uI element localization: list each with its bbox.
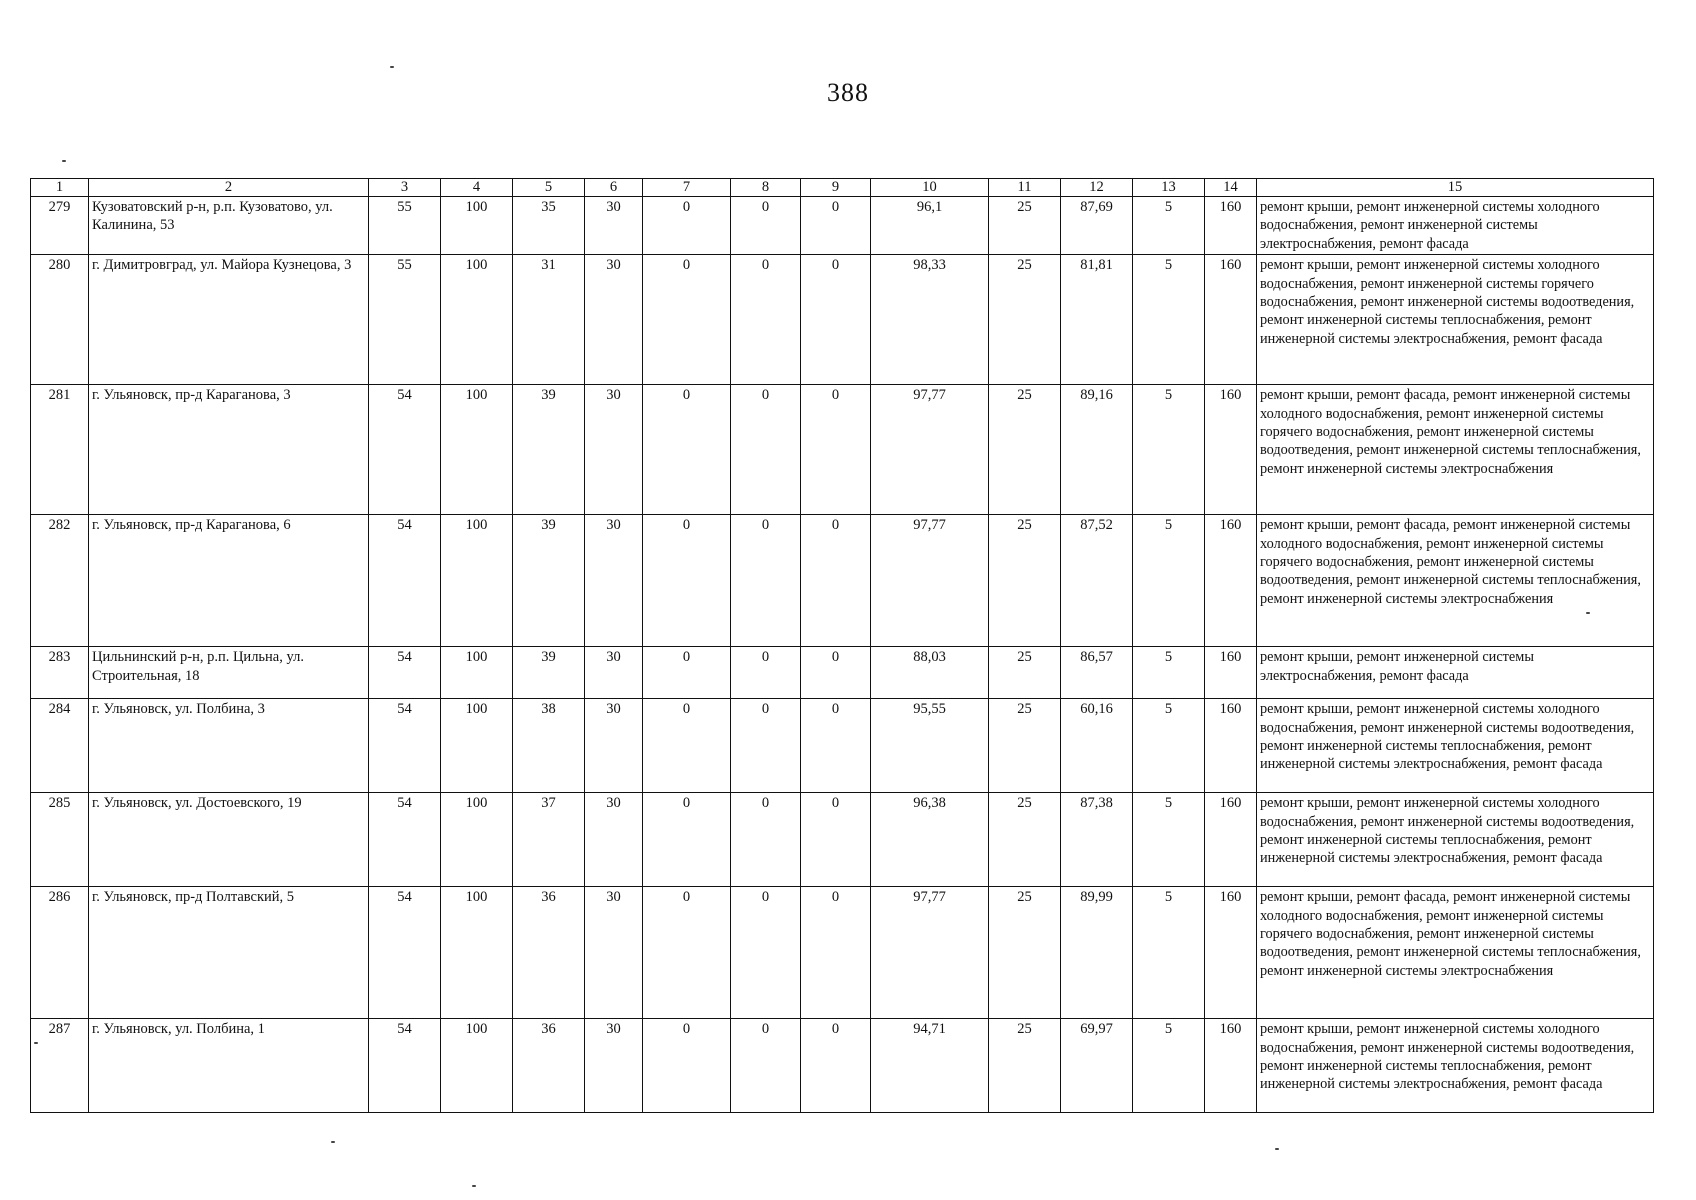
address: г. Ульяновск, ул. Полбина, 1 [89,1019,369,1113]
value-col-13: 5 [1133,255,1205,385]
value-col-4: 100 [441,1019,513,1113]
value-col-12: 60,16 [1061,699,1133,793]
value-col-6: 30 [585,515,643,647]
value-col-8: 0 [731,647,801,699]
value-col-3: 54 [369,699,441,793]
value-col-6: 30 [585,699,643,793]
value-col-8: 0 [731,515,801,647]
table-row [31,255,1654,385]
value-col-14: 160 [1205,515,1257,647]
value-col-9: 0 [801,515,871,647]
value-col-14: 160 [1205,1019,1257,1113]
value-col-10: 97,77 [871,887,989,1019]
address: г. Ульяновск, пр-д Караганова, 6 [89,515,369,647]
column-number: 15 [1257,179,1654,197]
value-col-9: 0 [801,385,871,515]
value-col-14: 160 [1205,647,1257,699]
repair-works: ремонт крыши, ремонт инженерной системы холодного водоснабжения, ремонт инженерной системы водоотведения, ремонт инженерной системы теплоснабжения, ремонт инженерной системы электроснабжения, ремонт фасада [1257,793,1654,887]
value-col-4: 100 [441,197,513,255]
table-row [31,1019,1654,1113]
column-number: 3 [369,179,441,197]
value-col-8: 0 [731,793,801,887]
value-col-6: 30 [585,385,643,515]
column-number: 1 [31,179,89,197]
value-col-10: 98,33 [871,255,989,385]
value-col-3: 54 [369,887,441,1019]
column-number: 5 [513,179,585,197]
value-col-9: 0 [801,887,871,1019]
value-col-4: 100 [441,647,513,699]
repair-works: ремонт крыши, ремонт инженерной системы электроснабжения, ремонт фасада [1257,647,1654,699]
address: Кузоватовский р-н, р.п. Кузоватово, ул. Калинина, 53 [89,197,369,255]
row-number: 281 [31,385,89,515]
value-col-9: 0 [801,197,871,255]
value-col-13: 5 [1133,887,1205,1019]
row-number: 282 [31,515,89,647]
repair-works: ремонт крыши, ремонт инженерной системы холодного водоснабжения, ремонт инженерной системы водоотведения, ремонт инженерной системы теплоснабжения, ремонт инженерной системы электроснабжения, ремонт фасада [1257,1019,1654,1113]
value-col-10: 96,38 [871,793,989,887]
value-col-14: 160 [1205,255,1257,385]
value-col-9: 0 [801,793,871,887]
repair-works: ремонт крыши, ремонт фасада, ремонт инженерной системы холодного водоснабжения, ремонт инженерной системы горячего водоснабжения, ремонт инженерной системы водоотведения, ремонт инженерной системы теплоснабжения, ремонт инженерной системы электроснабжения [1257,385,1654,515]
value-col-5: 35 [513,197,585,255]
value-col-10: 96,1 [871,197,989,255]
value-col-3: 54 [369,647,441,699]
value-col-3: 54 [369,515,441,647]
value-col-3: 54 [369,1019,441,1113]
table-body [31,197,1654,1113]
value-col-10: 94,71 [871,1019,989,1113]
value-col-11: 25 [989,699,1061,793]
column-number: 12 [1061,179,1133,197]
column-number: 8 [731,179,801,197]
value-col-11: 25 [989,793,1061,887]
value-col-8: 0 [731,699,801,793]
value-col-14: 160 [1205,887,1257,1019]
value-col-6: 30 [585,647,643,699]
value-col-13: 5 [1133,515,1205,647]
value-col-9: 0 [801,699,871,793]
column-number: 10 [871,179,989,197]
value-col-3: 55 [369,197,441,255]
value-col-5: 36 [513,1019,585,1113]
value-col-5: 36 [513,887,585,1019]
value-col-10: 97,77 [871,385,989,515]
repair-works: ремонт крыши, ремонт фасада, ремонт инженерной системы холодного водоснабжения, ремонт инженерной системы горячего водоснабжения, ремонт инженерной системы водоотведения, ремонт инженерной системы теплоснабжения, ремонт инженерной системы электроснабжения [1257,887,1654,1019]
value-col-3: 54 [369,793,441,887]
repair-works: ремонт крыши, ремонт инженерной системы холодного водоснабжения, ремонт инженерной системы электроснабжения, ремонт фасада [1257,197,1654,255]
scan-speck [331,1141,335,1143]
value-col-7: 0 [643,647,731,699]
page-number: 388 [827,78,869,107]
value-col-10: 88,03 [871,647,989,699]
column-number: 13 [1133,179,1205,197]
value-col-12: 89,16 [1061,385,1133,515]
value-col-11: 25 [989,255,1061,385]
column-number: 6 [585,179,643,197]
value-col-5: 39 [513,515,585,647]
value-col-14: 160 [1205,793,1257,887]
value-col-6: 30 [585,887,643,1019]
value-col-14: 160 [1205,699,1257,793]
value-col-8: 0 [731,385,801,515]
value-col-14: 160 [1205,385,1257,515]
value-col-10: 95,55 [871,699,989,793]
value-col-6: 30 [585,793,643,887]
value-col-12: 69,97 [1061,1019,1133,1113]
row-number: 283 [31,647,89,699]
value-col-11: 25 [989,647,1061,699]
value-col-11: 25 [989,887,1061,1019]
address: г. Ульяновск, ул. Достоевского, 19 [89,793,369,887]
value-col-7: 0 [643,887,731,1019]
address: Цильнинский р-н, р.п. Цильна, ул. Строительная, 18 [89,647,369,699]
address: г. Ульяновск, ул. Полбина, 3 [89,699,369,793]
value-col-13: 5 [1133,197,1205,255]
repair-works: ремонт крыши, ремонт инженерной системы холодного водоснабжения, ремонт инженерной системы водоотведения, ремонт инженерной системы теплоснабжения, ремонт инженерной системы электроснабжения, ремонт фасада [1257,699,1654,793]
value-col-6: 30 [585,1019,643,1113]
scan-speck [62,160,66,162]
value-col-8: 0 [731,255,801,385]
value-col-8: 0 [731,887,801,1019]
row-number: 284 [31,699,89,793]
table-row [31,197,1654,255]
value-col-11: 25 [989,197,1061,255]
value-col-6: 30 [585,255,643,385]
address: г. Ульяновск, пр-д Караганова, 3 [89,385,369,515]
scan-speck [472,1185,476,1187]
value-col-11: 25 [989,515,1061,647]
table-row [31,793,1654,887]
value-col-11: 25 [989,385,1061,515]
row-number: 287 [31,1019,89,1113]
column-number: 14 [1205,179,1257,197]
value-col-7: 0 [643,385,731,515]
value-col-3: 54 [369,385,441,515]
value-col-13: 5 [1133,699,1205,793]
value-col-12: 87,52 [1061,515,1133,647]
value-col-5: 31 [513,255,585,385]
row-number: 280 [31,255,89,385]
value-col-7: 0 [643,197,731,255]
value-col-10: 97,77 [871,515,989,647]
value-col-14: 160 [1205,197,1257,255]
value-col-4: 100 [441,699,513,793]
scan-speck [34,1042,38,1044]
address: г. Димитровград, ул. Майора Кузнецова, 3 [89,255,369,385]
value-col-12: 87,69 [1061,197,1133,255]
value-col-9: 0 [801,1019,871,1113]
table-row [31,699,1654,793]
value-col-4: 100 [441,255,513,385]
value-col-13: 5 [1133,385,1205,515]
value-col-9: 0 [801,255,871,385]
value-col-5: 38 [513,699,585,793]
repair-works: ремонт крыши, ремонт фасада, ремонт инженерной системы холодного водоснабжения, ремонт инженерной системы горячего водоснабжения, ремонт инженерной системы водоотведения, ремонт инженерной системы теплоснабжения, ремонт инженерной системы электроснабжения [1257,515,1654,647]
value-col-7: 0 [643,255,731,385]
value-col-3: 55 [369,255,441,385]
column-number: 4 [441,179,513,197]
value-col-13: 5 [1133,793,1205,887]
table-row [31,385,1654,515]
value-col-13: 5 [1133,1019,1205,1113]
value-col-11: 25 [989,1019,1061,1113]
value-col-12: 86,57 [1061,647,1133,699]
column-number: 2 [89,179,369,197]
value-col-7: 0 [643,699,731,793]
value-col-4: 100 [441,515,513,647]
value-col-8: 0 [731,1019,801,1113]
value-col-6: 30 [585,197,643,255]
column-number: 7 [643,179,731,197]
table-row [31,887,1654,1019]
table-row [31,647,1654,699]
value-col-5: 39 [513,647,585,699]
value-col-4: 100 [441,385,513,515]
value-col-13: 5 [1133,647,1205,699]
value-col-4: 100 [441,793,513,887]
value-col-8: 0 [731,197,801,255]
value-col-7: 0 [643,793,731,887]
row-number: 279 [31,197,89,255]
value-col-12: 87,38 [1061,793,1133,887]
scan-speck [1586,612,1590,614]
repair-works: ремонт крыши, ремонт инженерной системы холодного водоснабжения, ремонт инженерной системы горячего водоснабжения, ремонт инженерной системы водоотведения, ремонт инженерной системы теплоснабжения, ремонт инженерной системы электроснабжения, ремонт фасада [1257,255,1654,385]
value-col-12: 81,81 [1061,255,1133,385]
scan-speck [390,66,394,68]
column-number-row [31,179,1654,197]
value-col-12: 89,99 [1061,887,1133,1019]
column-number: 9 [801,179,871,197]
table-row [31,515,1654,647]
value-col-9: 0 [801,647,871,699]
row-number: 286 [31,887,89,1019]
address: г. Ульяновск, пр-д Полтавский, 5 [89,887,369,1019]
value-col-5: 39 [513,385,585,515]
value-col-7: 0 [643,1019,731,1113]
scan-speck [1275,1148,1279,1150]
row-number: 285 [31,793,89,887]
value-col-7: 0 [643,515,731,647]
value-col-5: 37 [513,793,585,887]
value-col-4: 100 [441,887,513,1019]
housing-repair-table [30,178,1654,1113]
column-number: 11 [989,179,1061,197]
